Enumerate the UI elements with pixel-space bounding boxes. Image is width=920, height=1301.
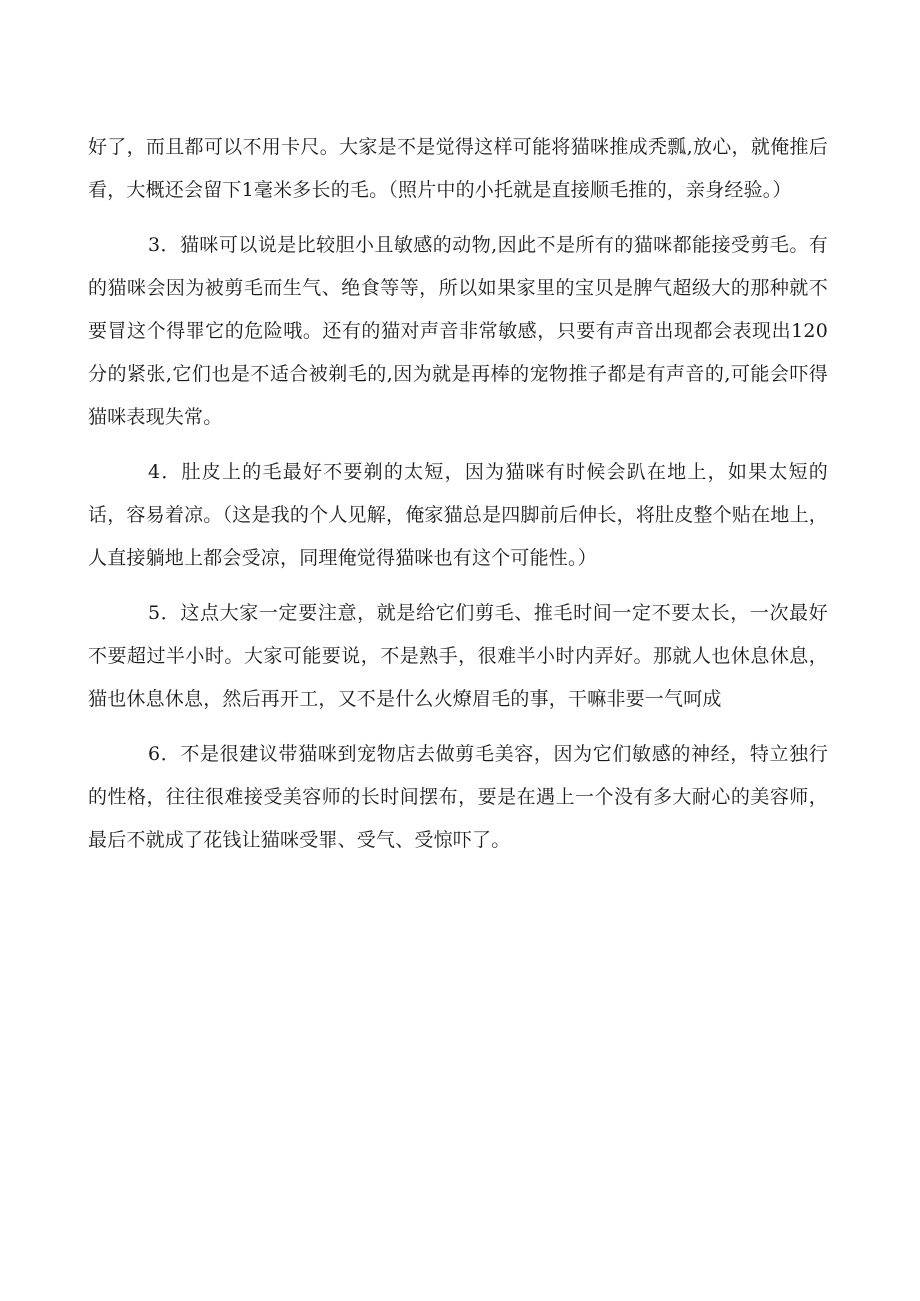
paragraph-item-6: 6．不是很建议带猫咪到宠物店去做剪毛美容，因为它们敏感的神经，特立独行的性格，往往很难接受美容师的长时间摆布，要是在遇上一个没有多大耐心的美容师，最后不就成了花钱让猫咪受罪、受气、受惊吓了。 bbox=[88, 743, 828, 851]
document-body bbox=[88, 126, 828, 874]
paragraph-continuation: 好了，而且都可以不用卡尺。大家是不是觉得这样可能将猫咪推成秃瓢,放心，就俺推后看，大概还会留下1毫米多长的毛。（照片中的小托就是直接顺毛推的，亲身经验。） bbox=[88, 136, 828, 201]
paragraph-item-5: 5．这点大家一定要注意，就是给它们剪毛、推毛时间一定不要太长，一次最好不要超过半小时。大家可能要说，不是熟手，很难半小时内弄好。那就人也休息休息，猫也休息休息，然后再开工，又不是什么火燎眉毛的事，干嘛非要一气呵成 bbox=[88, 602, 828, 710]
paragraph-item-4: 4．肚皮上的毛最好不要剃的太短，因为猫咪有时候会趴在地上，如果太短的话，容易着凉。（这是我的个人见解，俺家猫总是四脚前后伸长，将肚皮整个贴在地上，人直接躺地上都会受凉，同理俺觉得猫咪也有这个可能性。） bbox=[88, 461, 828, 569]
paragraph-item-3: 3．猫咪可以说是比较胆小且敏感的动物,因此不是所有的猫咪都能接受剪毛。有的猫咪会因为被剪毛而生气、绝食等等，所以如果家里的宝贝是脾气超级大的那种就不要冒这个得罪它的危险哦。还有的猫对声音非常敏感，只要有声音出现都会表现出120分的紧张,它们也是不适合被剃毛的,因为就是再棒的宠物推子都是有声音的,可能会吓得猫咪表现失常。 bbox=[88, 234, 828, 428]
